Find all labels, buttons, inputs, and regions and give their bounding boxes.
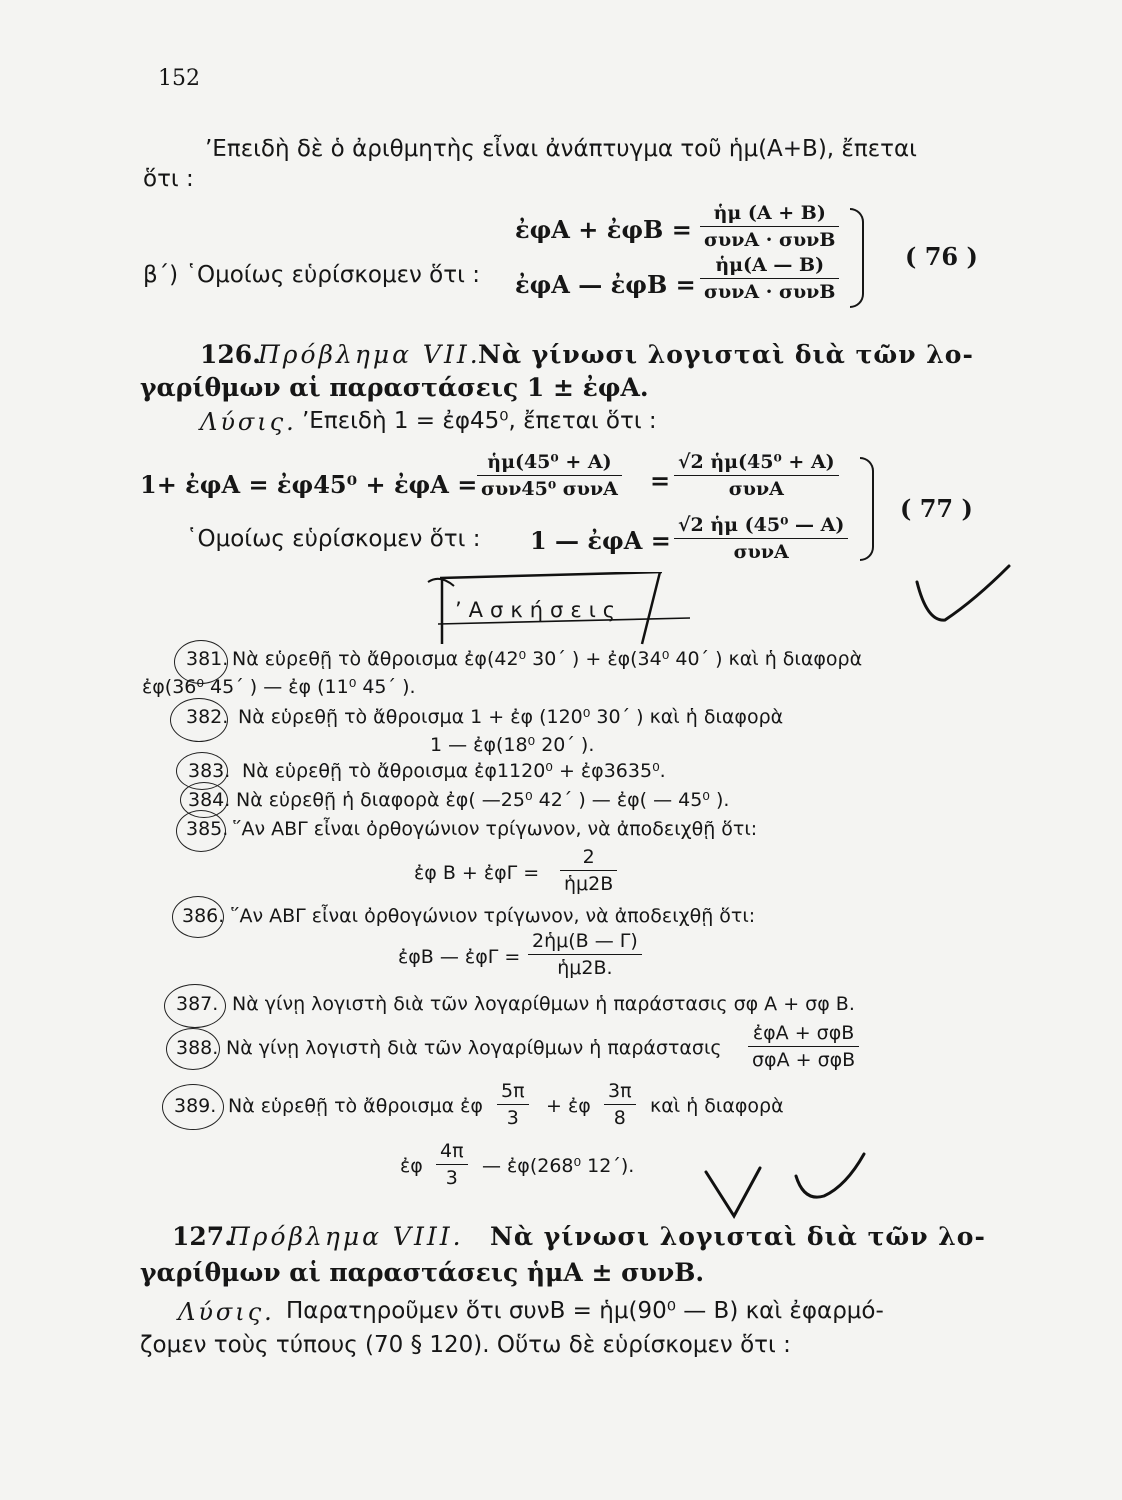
exercise-389-fraction-3-denominator: 3 [445,1167,458,1189]
exercise-386-lhs: ἐφΒ — ἐφΓ = [398,946,521,968]
section126-number: 126. [200,340,261,369]
eq77-lead: ῾Ομοίως εὑρίσκομεν ὅτι : [186,526,481,552]
eq77-lhs-2: 1 — ἐφΑ = [530,526,671,555]
section127-title-2: γαρίθμων αἱ παραστάσεις ἡμΑ ± συνΒ. [140,1258,705,1287]
exercise-389-text-e: — ἐφ(268⁰ 12΄). [482,1155,635,1177]
exercise-382-number: 382. [186,706,229,728]
eq76-tag: ( 76 ) [905,242,978,271]
exercise-386-line-1: ῞Αν ΑΒΓ εἶναι ὀρθογώνιον τρίγωνον, νὰ ἀποδειχθῇ ὅτι: [230,905,756,927]
eq77-fraction-3 [674,514,848,563]
exercise-386-number: 386. [182,905,225,927]
exercise-385-numerator: 2 [560,846,617,871]
eq76-numerator-1: ἡμ (Α + Β) [700,202,839,227]
exercise-389-fraction-3-numerator: 4π [436,1140,468,1165]
exercise-388-line-1: Νὰ γίνῃ λογιστὴ διὰ τῶν λογαρίθμων ἡ παράστασις [226,1037,722,1059]
exercise-389-text-d: ἐφ [400,1155,423,1177]
intro-line-2: ὅτι : [143,166,194,192]
exercise-385-denominator: ἡμ2Β [564,873,614,895]
section126-solution-label: Λύσις. [200,408,297,436]
eq77-fraction-2 [674,451,839,500]
section126-solution-text: ’Επειδὴ 1 = ἐφ45⁰, ἔπεται ὅτι : [302,408,657,434]
exercise-383-number: 383. [188,760,231,782]
eq77-tag: ( 77 ) [900,494,973,523]
eq77-fraction-1 [477,451,622,500]
exercise-388-number: 388. [176,1037,219,1059]
exercise-389-fraction-1-denominator: 3 [506,1107,519,1129]
section127-solution-line-1: Παρατηροῦμεν ὅτι συνΒ = ἡμ(90⁰ — Β) καὶ ἐφαρμό- [286,1298,884,1324]
eq76-denominator-1: συνΑ · συνΒ [704,229,836,251]
exercise-382-line-2: 1 — ἐφ(18⁰ 20΄ ). [430,734,595,756]
exercise-389-text-a: Νὰ εὑρεθῇ τὸ ἄθροισμα ἐφ [228,1095,483,1117]
section127-title-1: Νὰ γίνωσι λογισταὶ διὰ τῶν λο- [490,1222,986,1251]
page-number: 152 [158,66,200,91]
eq76-brace [850,208,864,308]
eq76-numerator-2: ἡμ(Α — Β) [700,254,839,279]
exercise-389-fraction-1 [497,1080,529,1129]
eq77-lhs-1: 1+ ἐφΑ = ἐφ45⁰ + ἐφΑ = [140,470,478,499]
eq76-lhs-1: ἐφΑ + ἐφΒ = [515,215,692,244]
eq77-numerator-3: √2 ἡμ (45⁰ — Α) [674,514,848,539]
eq77-denominator-3: συνΑ [733,541,789,563]
checkmark-icon [905,560,1015,630]
section127-solution-label: Λύσις. [178,1298,275,1326]
checkmark-icon [700,1150,880,1220]
exercise-388-numerator: ἐφΑ + σφΒ [748,1022,859,1047]
eq77-denominator-1: συν45⁰ συνΑ [481,478,618,500]
eq76-denominator-2: συνΑ · συνΒ [704,281,836,303]
intro-line-1: ’Επειδὴ δὲ ὁ ἀριθμητὴς εἶναι ἀνάπτυγμα τοῦ ἡμ(Α+Β), ἔπεται [205,136,917,162]
exercise-382-line-1: Νὰ εὑρεθῇ τὸ ἄθροισμα 1 + ἐφ (120⁰ 30΄ ) καὶ ἡ διαφορὰ [238,706,784,728]
exercise-381-line-2: ἐφ(36⁰ 45΄ ) — ἐφ (11⁰ 45΄ ). [142,676,416,698]
exercise-383-line-1: Νὰ εὑρεθῇ τὸ ἄθροισμα ἐφ1120⁰ + ἐφ3635⁰. [242,760,666,782]
section127-solution-line-2: ζομεν τοὺς τύπους (70 § 120). Οὕτω δὲ εὑρίσκομεν ὅτι : [140,1332,791,1358]
eq77-denominator-2: συνΑ [728,478,784,500]
exercise-387-number: 387. [176,993,219,1015]
exercise-388-fraction [748,1022,859,1071]
exercise-385-fraction [560,846,617,895]
eq76-fraction-2 [700,254,839,303]
exercise-389-fraction-2 [604,1080,636,1129]
section127-label: Πρόβλημα VIII. [228,1222,464,1251]
exercises-heading: ’Ασκήσεις [455,598,623,622]
exercise-389-fraction-3 [436,1140,468,1189]
exercise-389-text-c: καὶ ἡ διαφορὰ [650,1095,784,1117]
exercise-385-line-1: ῞Αν ΑΒΓ εἶναι ὀρθογώνιον τρίγωνον, νὰ ἀποδειχθῇ ὅτι: [232,818,758,840]
eq77-numerator-2: √2 ἡμ(45⁰ + Α) [674,451,839,476]
eq76-fraction-1 [700,202,839,251]
exercise-381-line-1: Νὰ εὑρεθῇ τὸ ἄθροισμα ἐφ(42⁰ 30΄ ) + ἐφ(34⁰ 40΄ ) καὶ ἡ διαφορὰ [232,648,863,670]
exercise-386-fraction [528,930,642,979]
exercise-389-fraction-2-denominator: 8 [613,1107,626,1129]
exercise-381-number: 381. [186,648,229,670]
eq76-lead: β΄) ῾Ομοίως εὑρίσκομεν ὅτι : [143,262,480,288]
exercise-389-fraction-2-numerator: 3π [604,1080,636,1105]
section126-title-2: γαρίθμων αἱ παραστάσεις 1 ± ἐφΑ. [140,373,649,402]
exercise-389-fraction-1-numerator: 5π [497,1080,529,1105]
exercise-384-line-1: Νὰ εὑρεθῇ ἡ διαφορὰ ἐφ( —25⁰ 42΄ ) — ἐφ( — 45⁰ ). [236,789,730,811]
section126-label: Πρόβλημα VII. [258,340,481,369]
exercise-389-number: 389. [174,1095,217,1117]
exercise-389-text-b: + ἐφ [546,1095,591,1117]
section126-title-1: Νὰ γίνωσι λογισταὶ διὰ τῶν λο- [478,340,974,369]
exercise-384-number: 384. [188,789,231,811]
exercise-386-numerator: 2ἡμ(Β — Γ) [528,930,642,955]
eq77-brace [860,457,874,561]
eq77-numerator-1: ἡμ(45⁰ + Α) [477,451,622,476]
section127-number: 127. [172,1222,233,1251]
eq76-lhs-2: ἐφΑ — ἐφΒ = [515,270,696,299]
exercise-385-lhs: ἐφ Β + ἐφΓ = [414,862,540,884]
exercise-385-number: 385. [186,818,229,840]
exercise-387-line-1: Νὰ γίνῃ λογιστὴ διὰ τῶν λογαρίθμων ἡ παράστασις σφ Α + σφ Β. [232,993,855,1015]
exercise-388-denominator: σφΑ + σφΒ [752,1049,856,1071]
exercise-386-denominator: ἡμ2Β. [557,957,613,979]
eq77-equals: = [650,466,671,495]
